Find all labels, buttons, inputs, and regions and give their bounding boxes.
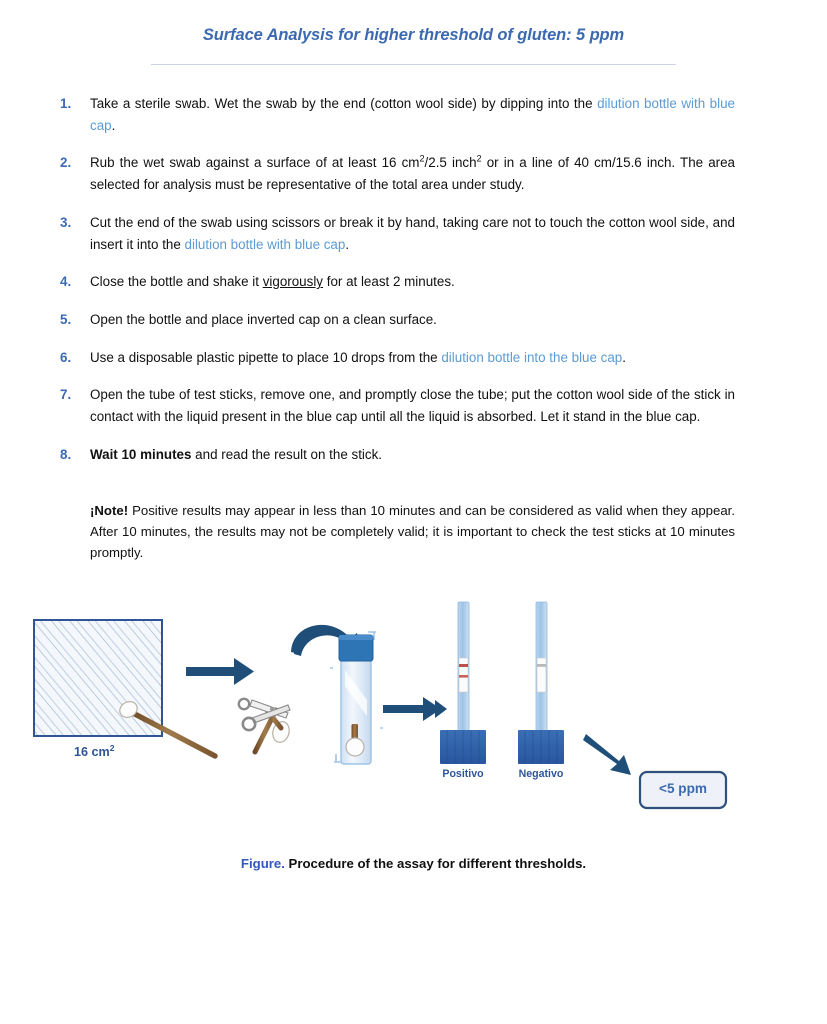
step-text-fragment: . [111,117,116,133]
step-text-fragment: or in a line of 40 cm/15.6 inch. The area selected for analysis must be representative of the total area under study. [90,155,736,193]
step-text-fragment: dilution bottle with blue cap [90,96,736,133]
note-block [90,501,735,564]
step-number: 2. [60,155,72,171]
test-strip-negative-icon [518,602,564,764]
scissors-icon [239,590,292,842]
step-number: 6. [60,349,72,365]
step-number: 5. [60,311,72,327]
procedure-step [60,271,735,293]
step-number: 3. [60,214,72,230]
step-text-fragment: and read the result on the stick. [191,446,383,462]
step-text [90,93,735,136]
step-number: 7. [60,387,72,403]
step-text-fragment: dilution bottle into the blue cap [441,349,623,365]
procedure-step [60,212,735,255]
figure-label-area: 16 $cm^2$ [74,742,115,760]
step-text-fragment: Open the tube of test sticks, remove one, and promptly close the tube; put the cotton wool side of the stick in contact with the liquid present in the blue cap until all the liquid is absorbed. Let it stand in the blue cap. [90,387,735,425]
note-row [60,481,735,564]
procedure-step [60,93,735,136]
step-text [90,347,735,369]
step-text-fragment: Cut the end of the swab using scissors or break it by hand, taking care not to touch the cotton wool side, and insert it into the [90,214,735,252]
step-text-fragment: dilution bottle with blue cap [184,236,346,252]
step-text [90,384,735,427]
procedure-step [60,152,735,195]
step-text-fragment: 2 [476,153,482,164]
procedure-step [60,444,735,466]
step-text [90,309,735,331]
dilution-tube-blue-cap-icon [330,632,383,764]
step-text-fragment: 2 [419,153,425,164]
document-header [0,0,827,65]
step-text-fragment: . [345,236,350,252]
step-text-fragment: Take a sterile swab. Wet the swab by the end (cotton wool side) by dipping into the [90,96,598,111]
step-number: 1. [60,96,72,111]
figure-caption [0,856,827,871]
test-strip-positive-icon [440,602,486,764]
step-text-fragment: for at least 2 minutes. [323,274,455,290]
step-text-fragment: Close the bottle and shake it [90,274,263,290]
procedure-steps-list [0,93,827,564]
step-text-fragment: /2.5 inch [424,155,477,171]
step-text-fragment: vigorously [262,274,323,290]
step-text-fragment: Use a disposable plastic pipette to place 10 drops from the [90,349,442,365]
figure-caption-text: Procedure of the assay for different thresholds. [284,856,587,872]
figure-label-result: <5 ppm [659,781,707,797]
note-label: ¡Note! [90,503,129,519]
title-divider [151,64,676,65]
step-text [90,444,735,466]
figure-label-positive: Positivo [442,768,484,781]
procedure-step [60,347,735,369]
procedure-figure [0,582,827,842]
step-number: 8. [60,446,72,462]
step-text [90,271,735,293]
figure-label-negative: Negativo [518,768,564,781]
step-text [90,212,735,255]
note-text: Positive results may appear in less than 10 minutes and can be considered as valid when they appear. After 10 minutes, the results may not be completely valid; it is important to check the test sticks at 10 minutes promptly. [90,503,735,561]
right-arrow-icon-1 [186,658,254,685]
procedure-step [60,384,735,427]
figure-caption-label: Figure. [240,856,285,872]
page-title: Surface Analysis for higher threshold of gluten: 5 ppm [202,26,625,44]
step-number: 4. [60,274,72,290]
procedure-step [60,309,735,331]
diagonal-arrow-icon [583,734,631,775]
step-text-fragment: Rub the wet swab against a surface of at least 16 cm [90,155,420,171]
step-text-fragment: Open the bottle and place inverted cap on a clean surface. [90,311,437,327]
step-text-fragment: Wait 10 minutes [90,446,192,462]
step-text-fragment: . [622,349,626,365]
step-text [90,152,735,195]
